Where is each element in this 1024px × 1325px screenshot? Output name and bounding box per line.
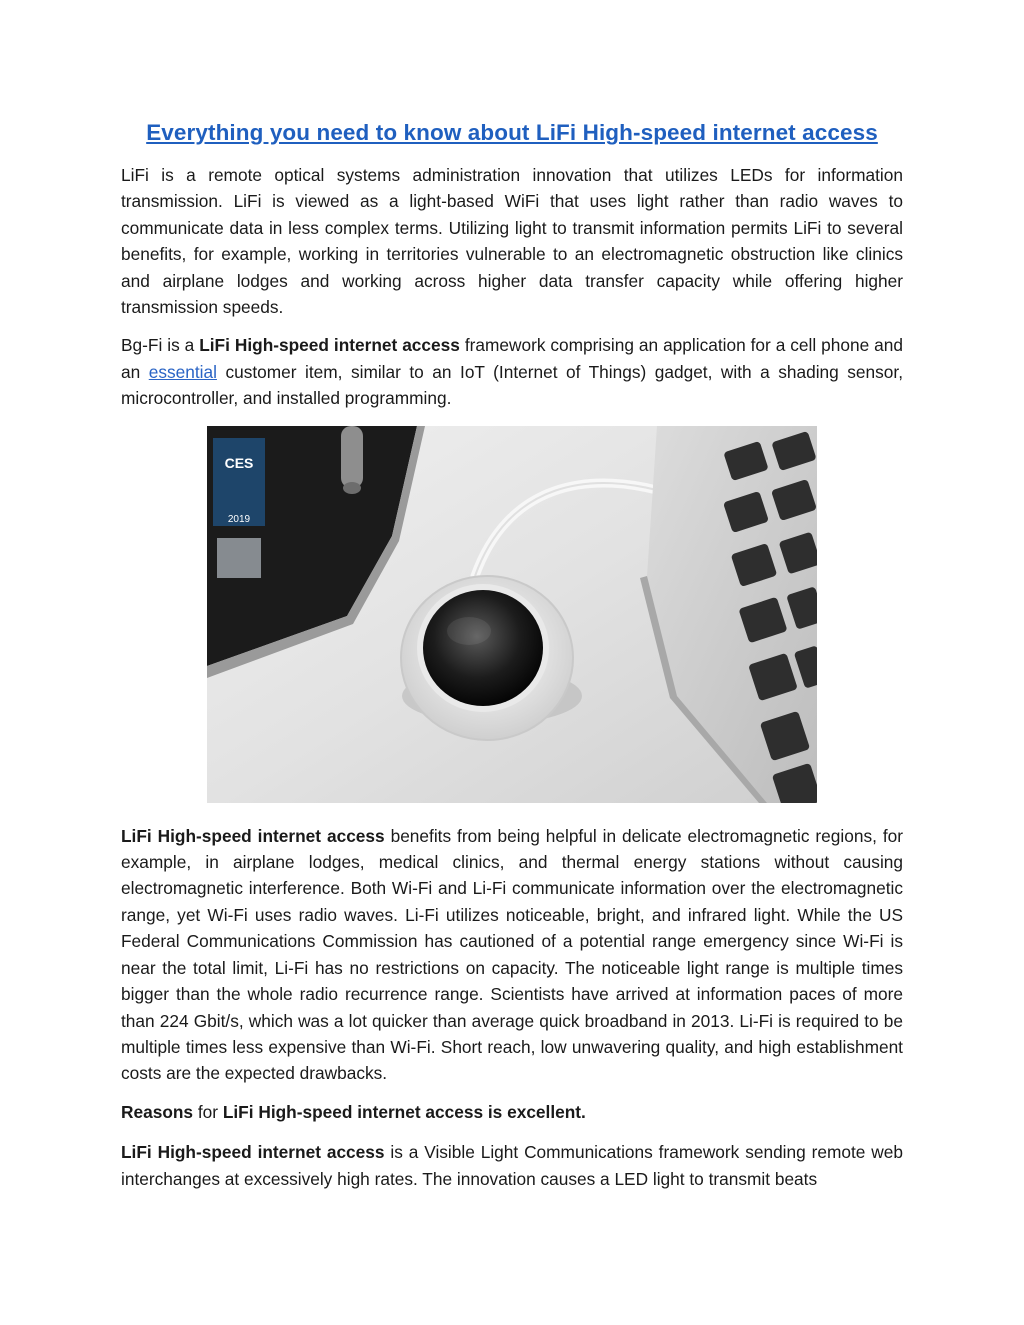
ces-badge [213, 438, 265, 526]
reasons-heading [121, 1099, 903, 1125]
benefits-text: benefits from being helpful in delicate electromagnetic regions, for example, in airplane lodges, medical clinics, and thermal energy stations without causing electromagnetic interference. Both Wi-Fi and Li-Fi communicate information over the electromagnetic range, yet Wi-Fi uses radio waves. Li-Fi utilizes noticeable, bright, and infrared light. While the US Federal Communications Commission has cautioned of a potential range emergency since Wi-Fi is near the total limit, Li-Fi has no restrictions on capacity. The noticeable light range is multiple times bigger than the whole radio recurrence range. Scientists have arrived at information paces of more than 224 Gbit/s, which was a lot quicker than average quick broadband in 2013. Li-Fi is required to be multiple times less expensive than Wi-Fi. Short reach, low unwavering quality, and high establishment costs are the expected drawbacks. [121, 825, 903, 1084]
vlc-text: is a Visible Light Communications framework sending remote web interchanges at excessively high rates. The innovation causes a LED light to transmit beats [121, 1142, 903, 1189]
reasons-for-word: for [193, 1101, 223, 1122]
bgfi-paragraph [121, 332, 903, 411]
document-page [121, 120, 903, 1204]
lifi-device-photo [207, 426, 817, 803]
intro-paragraph: LiFi is a remote optical systems administration innovation that utilizes LEDs for information transmission. LiFi is viewed as a light-based WiFi that uses light rather than radio waves to communicate data in less complex terms. Utilizing light to transmit information permits LiFi to several benefits, for example, working in territories vulnerable to an electromagnetic obstruction like clinics and airplane lodges and working across higher data transfer capacity while offering higher transmission speeds. [121, 165, 903, 318]
bgfi-mid-text: framework comprising an application for a cell phone and an [121, 335, 903, 382]
bgfi-intro-text: Bg-Fi is a [121, 335, 200, 356]
reasons-word: Reasons [121, 1101, 194, 1122]
page-title: Everything you need to know about LiFi High-speed internet access [146, 120, 878, 145]
ces-badge-year: 2019 [227, 513, 251, 525]
bgfi-end-text: customer item, similar to an IoT (Internet of Things) gadget, with a shading sensor, microcontroller, and installed programming. [121, 361, 903, 409]
ces-badge-brand: CES [224, 454, 254, 471]
essential-link[interactable]: essential [148, 361, 217, 382]
benefits-paragraph [121, 823, 903, 1087]
photo-illustration [207, 426, 817, 803]
vlc-paragraph [121, 1139, 903, 1192]
benefits-bold-term: LiFi High-speed internet access [121, 825, 385, 846]
bgfi-bold-term: LiFi High-speed internet access [199, 335, 460, 356]
reasons-subject: LiFi High-speed internet access is excellent. [222, 1101, 586, 1122]
vlc-bold-term: LiFi High-speed internet access [121, 1142, 385, 1163]
